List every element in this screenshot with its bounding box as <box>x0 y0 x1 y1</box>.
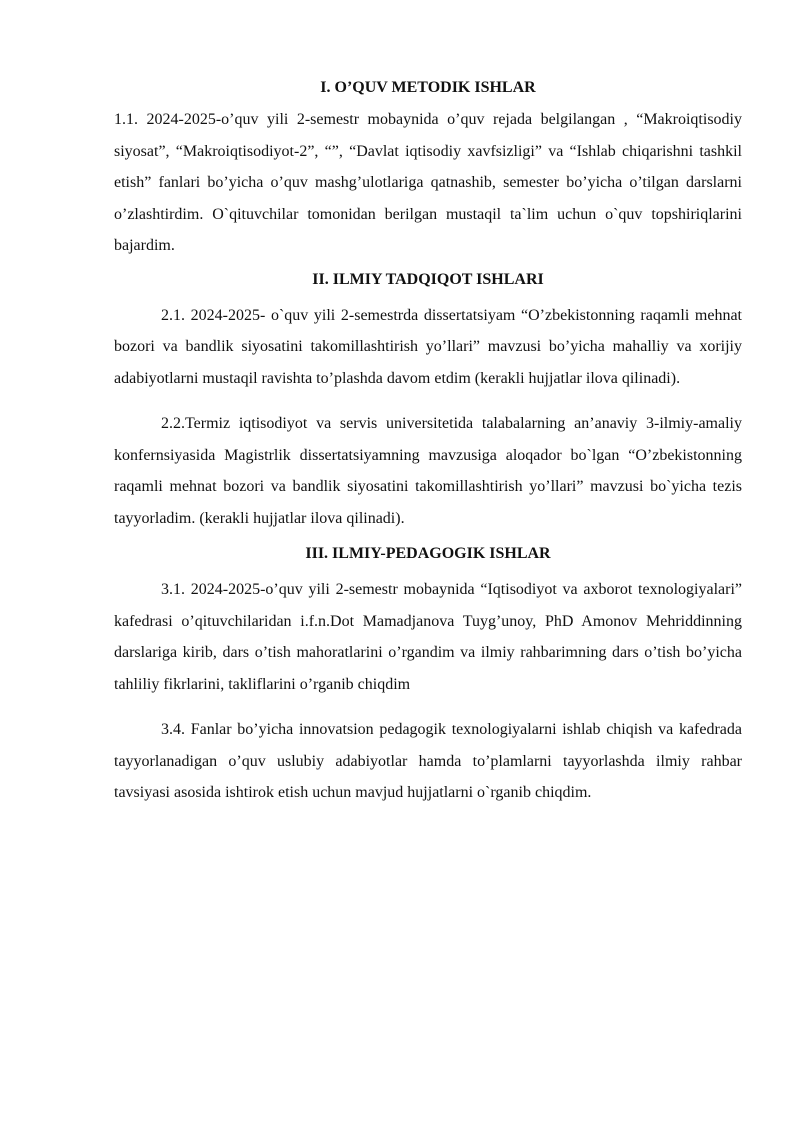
paragraph-2-1: 2.1. 2024-2025- o`quv yili 2-semestrda dissertatsiyam “O’zbekistonning raqamli mehnat bozori va bandlik siyosatini takomillashtirish yo’llari” mavzusi bo’yicha mahalliy va xorijiy adabiyotlarni mustaqil ravishta to’plashda davom etdim (kerakli hujjatlar ilova qilinadi). <box>114 306 742 387</box>
paragraph-2-2: 2.2.Termiz iqtisodiyot va servis universitetida talabalarning an’anaviy 3-ilmiy-amaliy konfernsiyasida Magistrlik dissertatsiyamning mavzusiga aloqador bo`lgan “O’zbekistonning raqamli mehnat bozori va bandlik siyosatini takomillashtirish yo’llari” mavzusi bo`yicha tezis tayyorladim. (kerakli hujjatlar ilova qilinadi). <box>114 415 742 527</box>
paragraph-3-4: 3.4. Fanlar bo’yicha innovatsion pedagogik texnologiyalarni ishlab chiqish va kafedrada tayyorlanadigan o’quv uslubiy adabiyotlar hamda to’plamlarni tayyorlashda ilmiy rahbar tavsiyasi asosida ishtirok etish uchun mavjud hujjatlarni o`rganib chiqdim. <box>114 721 742 801</box>
section-title-ilmiy-pedagogik: III. ILMIY-PEDAGOGIK ISHLAR <box>305 545 551 562</box>
section-title-oquv-metodik: I. O’QUV METODIK ISHLAR <box>320 79 536 96</box>
paragraph-1-1: 1.1. 2024-2025-o’quv yili 2-semestr mobaynida o’quv rejada belgilangan , “Makroiqtisodiy siyosat”, “Makroiqtisodiyot-2”, “”, “Davlat iqtisodiy xavfsizligi” va “Ishlab chiqarishni tashkil etish” fanlari bo’yicha o’quv mashg’ulotlariga qatnashib, semester bo’yicha o’tilgan darslarni o’zlashtirdim. O`qituvchilar tomonidan berilgan mustaqil ta`lim uchun o`quv topshiriqlarini bajardim. <box>114 111 742 254</box>
paragraph-3-1: 3.1. 2024-2025-o’quv yili 2-semestr mobaynida “Iqtisodiyot va axborot texnologiyalari” kafedrasi o’qituvchilaridan i.f.n.Dot Mamadjanova Tuyg’unoy, PhD Amonov Mehriddinning darslariga kirib, dars o’tish mahoratlarini o’rgandim va ilmiy rahbarimning dars o’tish bo’yicha tahliliy fikrlarini, takliflarini o’rganib chiqdim <box>114 581 742 693</box>
section-title-ilmiy-tadqiqot: II. ILMIY TADQIQOT ISHLARI <box>312 270 544 288</box>
document-page <box>114 74 742 809</box>
